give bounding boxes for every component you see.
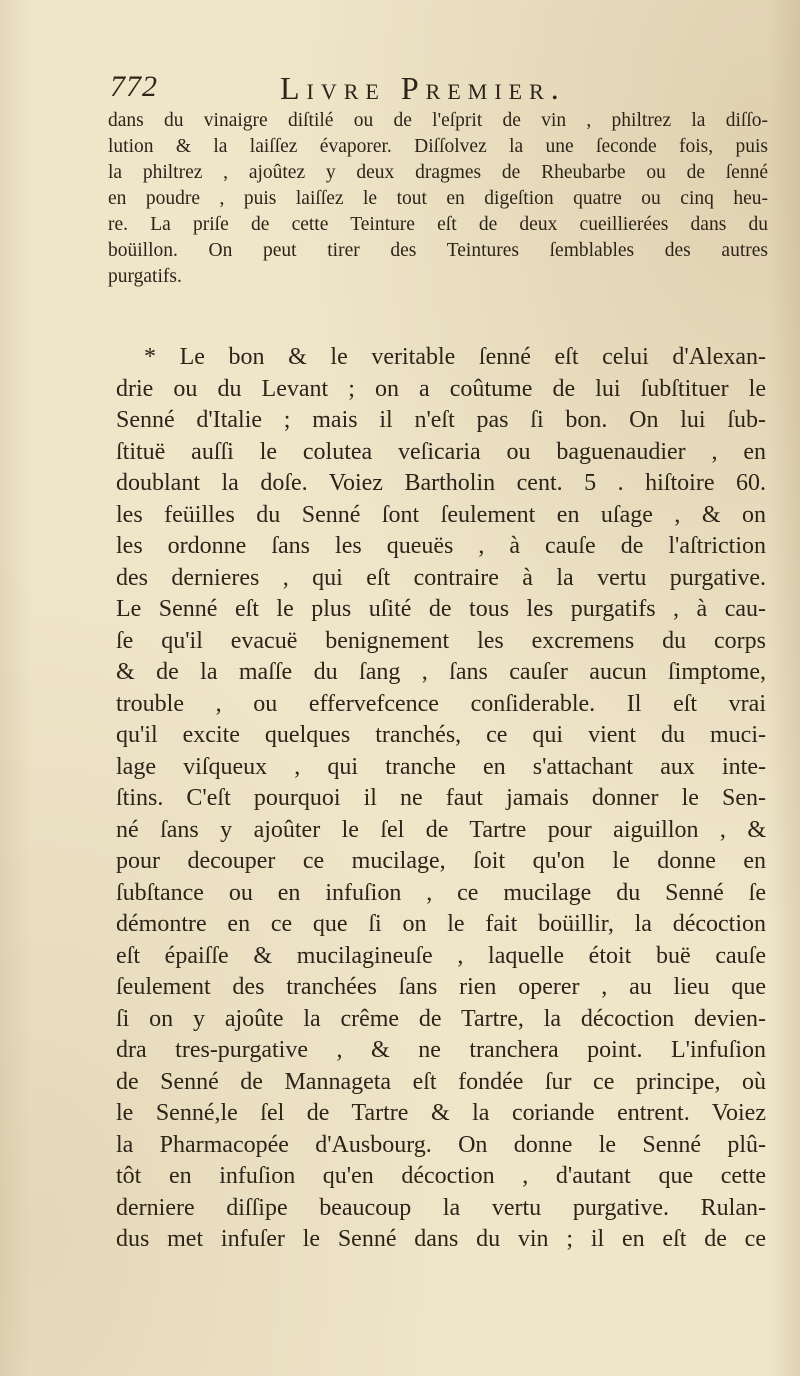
text-line: lage viſqueux , qui tranche en s'attachant aux inte- xyxy=(116,753,766,780)
text-line: des dernieres , qui eſt contraire à la vertu purgative. xyxy=(116,564,766,591)
text-line: dra tres-purgative , & ne tranchera point. L'infuſion xyxy=(116,1037,766,1063)
text-line: tôt en infuſion qu'en décoction , d'autant que cette xyxy=(116,1163,766,1189)
text-line: drie ou du Levant ; on a coûtume de lui ſubſtituer le xyxy=(116,375,766,402)
text-line: ſubſtance ou en infuſion , ce mucilage du Senné ſe xyxy=(116,879,766,906)
text-line: ſe qu'il evacuë benignement les excremens du corps xyxy=(116,627,766,654)
intro-paragraph xyxy=(108,108,768,290)
text-line: ſtins. C'eſt pourquoi il ne faut jamais donner le Sen- xyxy=(116,785,766,811)
text-line: démontre en ce que ſi on le fait boüillir, la décoction xyxy=(116,911,766,937)
text-line: dans du vinaigre diſtilé ou de l'eſprit de vin , philtrez la diſſo- xyxy=(108,110,768,131)
text-line: la philtrez , ajoûtez y deux dragmes de Rheubarbe ou de ſenné xyxy=(108,162,768,183)
text-line: de Senné de Mannageta eſt fondée ſur ce principe, où xyxy=(116,1068,766,1095)
text-line: les ordonne ſans les queuës , à cauſe de l'aſtriction xyxy=(116,533,766,559)
text-line: né ſans y ajoûter le ſel de Tartre pour aiguillon , & xyxy=(116,816,766,843)
page-number: 772 xyxy=(110,70,158,103)
text-line: Senné d'Italie ; mais il n'eſt pas ſi bon. On lui ſub- xyxy=(116,407,766,433)
text-line: ſi on y ajoûte la crême de Tartre, la décoction devien- xyxy=(116,1005,766,1032)
text-line: re. La priſe de cette Teinture eſt de deux cueillierées dans du xyxy=(108,214,768,235)
note-paragraph xyxy=(116,342,766,1256)
text-line: Le Senné eſt le plus uſité de tous les purgatifs , à cau- xyxy=(116,596,766,622)
text-line: le Senné,le ſel de Tartre & la coriande entrent. Voiez xyxy=(116,1100,766,1126)
text-line: ſeulement des tranchées ſans rien operer , au lieu que xyxy=(116,974,766,1000)
text-line: pour decouper ce mucilage, ſoit qu'on le donne en xyxy=(116,848,766,874)
text-line: * Le bon & le veritable ſenné eſt celui d'Alexan- xyxy=(144,344,766,370)
text-line: trouble , ou effervefcence conſiderable. Il eſt vrai xyxy=(116,690,766,717)
text-line: doublant la doſe. Voiez Bartholin cent. 5 . hiſtoire 60. xyxy=(116,470,766,496)
text-line: la Pharmacopée d'Ausbourg. On donne le Senné plû- xyxy=(116,1131,766,1158)
page-header xyxy=(110,70,770,112)
text-line: les feüilles du Senné ſont ſeulement en uſage , & on xyxy=(116,501,766,528)
text-line: purgatifs. xyxy=(108,266,182,287)
text-line: qu'il excite quelques tranchés, ce qui vient du muci- xyxy=(116,722,766,748)
text-line: derniere diſſipe beaucoup la vertu purgative. Rulan- xyxy=(116,1194,766,1221)
running-title: Livre Premier. xyxy=(280,70,566,106)
text-line: lution & la laiſſez évaporer. Diſſolvez la une ſeconde fois, puis xyxy=(108,136,768,157)
text-line: & de la maſſe du ſang , ſans cauſer aucun ſimptome, xyxy=(116,659,766,685)
text-line: ſtituë auſſi le colutea veſicaria ou baguenaudier , en xyxy=(116,438,766,465)
text-line: eſt épaiſſe & mucilagineuſe , laquelle étoit buë cauſe xyxy=(116,942,766,969)
text-line: dus met infuſer le Senné dans du vin ; il en eſt de ce xyxy=(116,1226,766,1252)
text-line: en poudre , puis laiſſez le tout en digeſtion quatre ou cinq heu- xyxy=(108,188,768,209)
text-line: boüillon. On peut tirer des Teintures ſemblables des autres xyxy=(108,240,768,261)
